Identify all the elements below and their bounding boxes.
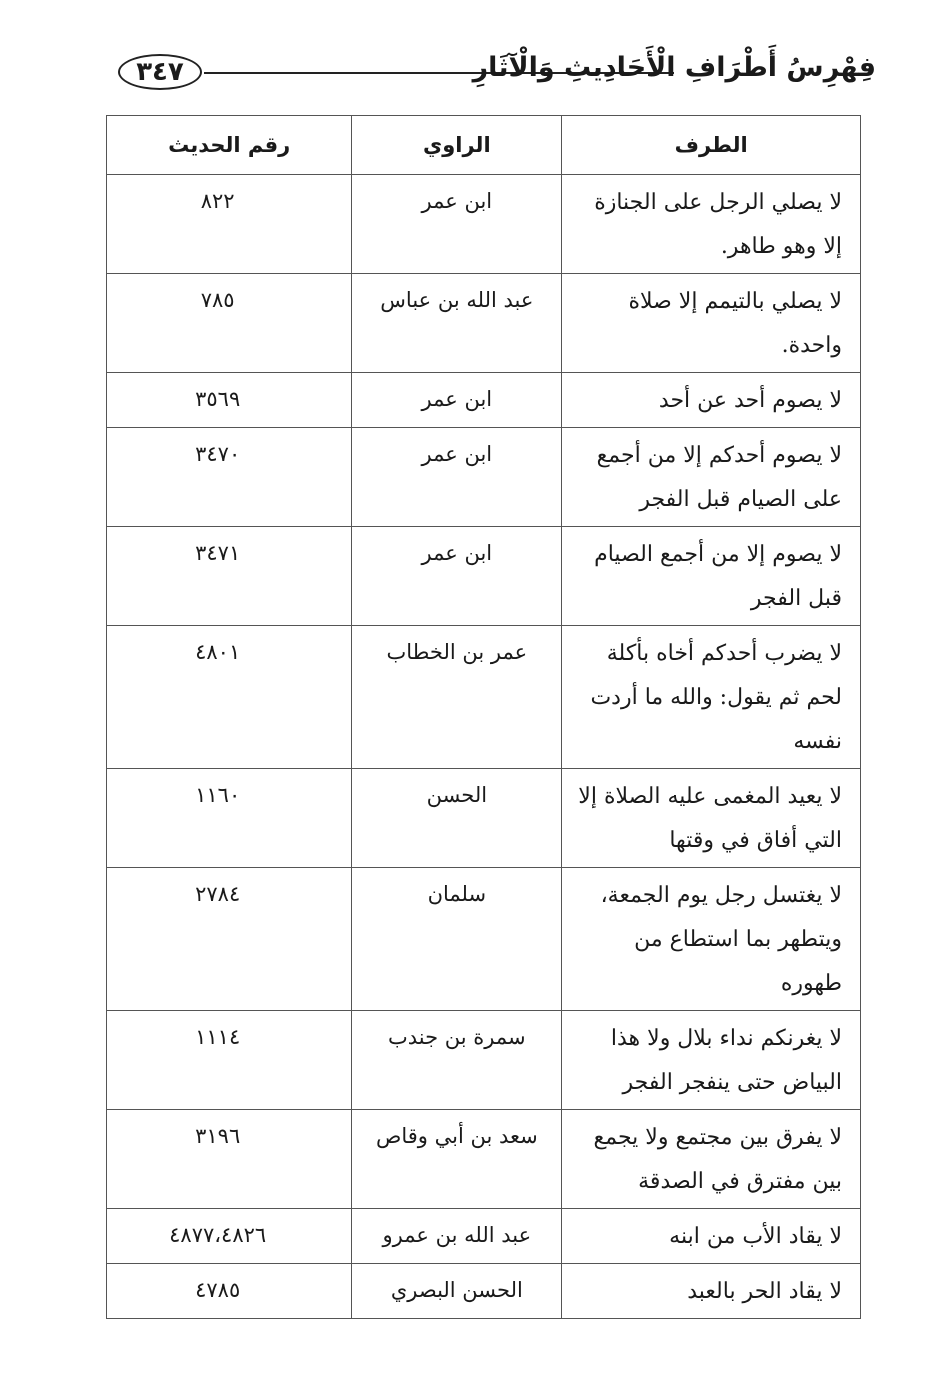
table-row	[107, 1011, 861, 1110]
hadith-number-cell: ٣٥٦٩	[107, 373, 352, 428]
table-row	[107, 373, 861, 428]
rawi-cell: الحسن البصري	[352, 1264, 562, 1319]
column-header-taraf: الطرف	[562, 116, 861, 175]
table-row	[107, 769, 861, 868]
rawi-cell: سلمان	[352, 868, 562, 1011]
rawi-cell: ابن عمر	[352, 527, 562, 626]
rawi-cell: عبد الله بن عمرو	[352, 1209, 562, 1264]
table-row	[107, 626, 861, 769]
hadith-number-cell: ٣١٩٦	[107, 1110, 352, 1209]
column-header-rawi: الراوي	[352, 116, 562, 175]
table-row	[107, 868, 861, 1011]
table-row	[107, 428, 861, 527]
rawi-cell: ابن عمر	[352, 175, 562, 274]
page-number: ٣٤٧	[118, 54, 202, 90]
rawi-cell: الحسن	[352, 769, 562, 868]
hadith-number-cell: ٤٨٠١	[107, 626, 352, 769]
rawi-cell: ابن عمر	[352, 373, 562, 428]
taraf-cell: لا يغتسل رجل يوم الجمعة، ويتطهر بما استطاع من طهوره	[562, 868, 861, 1011]
taraf-cell: لا يصلي بالتيمم إلا صلاة واحدة.	[562, 274, 861, 373]
rawi-cell: عبد الله بن عباس	[352, 274, 562, 373]
table-row	[107, 1264, 861, 1319]
hadith-number-cell: ١١٦٠	[107, 769, 352, 868]
hadith-index-table	[106, 115, 861, 1319]
taraf-cell: لا يضرب أحدكم أخاه بأكلة لحم ثم يقول: والله ما أردت نفسه	[562, 626, 861, 769]
taraf-cell: لا يغرنكم نداء بلال ولا هذا البياض حتى ينفجر الفجر	[562, 1011, 861, 1110]
taraf-cell: لا يقاد الحر بالعبد	[562, 1264, 861, 1319]
hadith-number-cell: ٧٨٥	[107, 274, 352, 373]
hadith-number-cell: ٣٤٧٠	[107, 428, 352, 527]
rawi-cell: سعد بن أبي وقاص	[352, 1110, 562, 1209]
taraf-cell: لا يصلي الرجل على الجنازة إلا وهو طاهر.	[562, 175, 861, 274]
table-row	[107, 274, 861, 373]
taraf-cell: لا يفرق بين مجتمع ولا يجمع بين مفترق في الصدقة	[562, 1110, 861, 1209]
rawi-cell: سمرة بن جندب	[352, 1011, 562, 1110]
rawi-cell: عمر بن الخطاب	[352, 626, 562, 769]
hadith-number-cell: ٢٧٨٤	[107, 868, 352, 1011]
taraf-cell: لا يصوم إلا من أجمع الصيام قبل الفجر	[562, 527, 861, 626]
hadith-number-cell: ٤٨٧٧،٤٨٢٦	[107, 1209, 352, 1264]
hadith-number-cell: ٣٤٧١	[107, 527, 352, 626]
table-row	[107, 1209, 861, 1264]
table-row	[107, 1110, 861, 1209]
taraf-cell: لا يصوم أحدكم إلا من أجمع على الصيام قبل الفجر	[562, 428, 861, 527]
hadith-number-cell: ٨٢٢	[107, 175, 352, 274]
taraf-cell: لا يصوم أحد عن أحد	[562, 373, 861, 428]
taraf-cell: لا يعيد المغمى عليه الصلاة إلا التي أفاق في وقتها	[562, 769, 861, 868]
hadith-number-cell: ١١١٤	[107, 1011, 352, 1110]
taraf-cell: لا يقاد الأب من ابنه	[562, 1209, 861, 1264]
hadith-number-cell: ٤٧٨٥	[107, 1264, 352, 1319]
page-title: فِهْرِسُ أَطْرَافِ الْأَحَادِيثِ وَالْآثَارِ	[472, 52, 876, 83]
table-row	[107, 175, 861, 274]
page-header	[118, 50, 876, 96]
rawi-cell: ابن عمر	[352, 428, 562, 527]
table-row	[107, 527, 861, 626]
table-header-row	[107, 116, 861, 175]
column-header-number: رقم الحديث	[107, 116, 352, 175]
